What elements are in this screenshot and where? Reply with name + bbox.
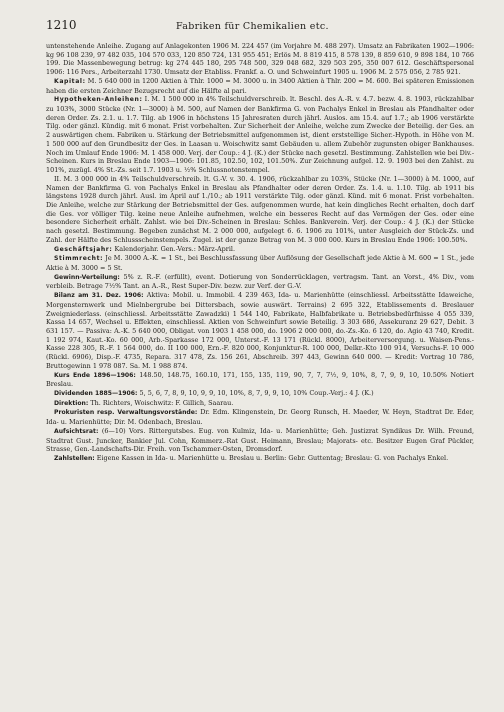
section-heading: Hypotheken-Anleihen: xyxy=(54,96,143,104)
paragraph: Aufsichtsrat: (6—10) Vors. Rittergutsbes. Eug. von Kulmiz, Ida- u. Marienhütte; Geh. Justizrat Syndikus Dr. Wilh. Freund, Stadtrat Gust. Juncker, Bankier Jul. Cohn, Kommerz.-Rat Gust. Heimann, Breslau; Majorats- etc. Besitzer Eugen Graf Pückler, Strasse, Gen.-Landschafts-Dir. Freih. von Tschammer-Osten, Dromsdorf. xyxy=(46,426,475,454)
paragraph: Hypotheken-Anleihen: I. M. 1 500 000 in 4% Teilschuldverschreib. lt. Beschl. des A.-R. v. 4.7. bezw. 4. 8. 1903, rückzahlbar zu 103%, 3000 Stücke (Nr. 1—3000) à M. 500, auf Namen der Bankfirma G. von Pachalys Enkel in Breslau als Pfandhalter oder deren Order. Zs. 2.1. u. 1.7. Tilg. ab 1906 in höchstens 15 Jahresraten durch jährl. Auslos. am 15.4. auf 1.7.; ab 1906 verstärkte Tilg. oder gänzl. Kündig. mit 6 monat. Frist vorbehalten. Zur Sicherheit der Anleihe, welche zum Zwecke der Beteilig. der Ges. an 2 auswärtigen chem. Fabriken u. Stärkung der Betriebsmittel aufgenommen ist, dient erststellige Sicher.-Hypoth. in Höhe von M. 1 500 000 auf den Grundbesitz der Ges. in Laasan u. Woischwitz samt Gebäuden u. allem Zubehör zugunsten obiger Bankhauses. Noch im Umlauf Ende 1906: M. 1 458 000. Verj. der Coup.: 4 J. (K.) der Stücke nach gesetzl. Bestimmung. Zahlstellen wie bei Div.-Scheinen. Kurs in Breslau Ende 1903—1906: 101.85, 102.50, 102, 101.50%. Zur Zeichnung aufgel. 12. 9. 1903 bei den Zahlst. zu 101%, zuzügl. 4% St.-Zs. seit 1.7. 1903 u. ½% Schlussnotenstempel. xyxy=(46,95,475,175)
paragraph: Stimmrecht: Je M. 3000 A.-K. = 1 St., bei Beschlussfassung über Auflösung der Gesellschaft jede Aktie à M. 600 = 1 St., jede Aktie à M. 3000 = 5 St. xyxy=(46,254,475,272)
paragraph: Geschäftsjahr: Kalenderjahr. Gen.-Vers.: März-April. xyxy=(54,244,236,253)
page-header xyxy=(46,18,474,36)
section-heading: Geschäftsjahr: xyxy=(54,245,113,253)
section-heading: Prokuristen resp. Verwaltungsvorstände: xyxy=(54,409,198,417)
section-heading: Kurs Ende 1896—1906: xyxy=(54,371,136,379)
page-number: 1210 xyxy=(46,18,77,32)
paragraph: Direktion: Th. Richters, Woischwitz: F. Gillich, Saarau. xyxy=(54,398,234,407)
paragraph: Gewinn-Verteilung: 5% z. R.-F. (erfüllt), event. Dotierung von Sonderrücklagen, vertragsm. Tant. an Vorst., 4% Div., vom verbleib. Betrage 7½% Tant. an A.-R., Rest Super-Div. bezw. zur Verf. der G.-V. xyxy=(46,272,475,291)
section-heading: Dividenden 1885—1906: xyxy=(54,390,138,398)
section-heading: Direktion: xyxy=(54,399,89,407)
section-heading: Zahlstellen: xyxy=(54,455,95,463)
paragraph: untenstehende Anleihe. Zugang auf Anlagekonten 1906 M. 224 457 (im Vorjahre M. 488 297). Umsatz an Fabrikaten 1902—1906: kg 96 108 239, 97 482 035, 104 570 033, 120 850 724, 131 955 451; Erlös M. 8 819 415, 8 578 139, 8 859 610, 9 898 184, 10 766 199. Die Massenbewegung betrug: kg 274 445 180, 295 748 500, 329 048 682, 329 503 295, 350 007 612. Geschäftspersonal 1906: 116 Pers., Arbeiterzahl 1730. Umsatz der Etabliss. Frankf. a. O. und Schweinfurt 1905 u. 1906 M. 2 575 056, 2 785 921. xyxy=(46,42,474,77)
paragraph: II. M. 3 000 000 in 4% Teilschuldverschreib. lt. G.-V. v. 30. 4. 1906, rückzahlbar zu 103%, Stücke (Nr. 1—3000) à M. 1000, auf Namen der Bankfirma G. von Pachalys Enkel in Breslau als Pfandhalter oder deren Order. Zs. 1.4. u. 1.10. Tilg. ab 1911 bis längstens 1928 durch jährl. Ausl. im April auf 1./10.; ab 1911 verstärkte Tilg. oder gänzl. Künd. mit 6 monat. Frist vorbehalten. Die Anleihe, welche zur Stärkung der Betriebsmittel der Ges. aufgenommen wurde, hat kein dingliches Recht erhalten, doch darf die Ges. vor völliger Tilg. keine neue Anleihe aufnehmen, welche ein besseres Recht auf das Vermögen der Ges. oder eine besondere Sicherheit erhält. Zahlst. wie bei Div.-Scheinen in Breslau: Schles. Bankverein. Verj. der Coup.: 4 J. (K.) der Stücke nach gesetzl. Bestimmung. Begeben zunächst M. 2 000 000, aufgelegt 6. 6. 1906 zu 101%, unter Ausgleich der Stück-Zs. und Zahl. der Hälfte des Schlussscheinstempels. Zugel. ist der ganze Betrag von M. 3 000 000. Kurs in Breslau Ende 1906: 100.50%. xyxy=(46,174,474,244)
paragraph: Kurs Ende 1896—1906: 148.50, 148.75, 160.10, 171, 155, 135, 119, 90, 7, 7, 7½, 9, 10%, 8, 7, 9, 9, 10, 10.50% Notiert Breslau. xyxy=(46,370,475,389)
section-heading: Stimmrecht: xyxy=(54,255,104,263)
section-heading: Aufsichtsrat: xyxy=(54,427,99,435)
paragraph: Kapital: M. 5 640 000 in 1200 Aktien à Thlr. 1000 = M. 3000 u. in 3400 Aktien à Thlr. 200 = M. 600. Bei späteren Emissionen haben die ersten Zeichner Bezugsrecht auf die Hälfte al pari. xyxy=(46,76,474,95)
paragraph: Zahlstellen: Eigene Kassen in Ida- u. Marienhütte u. Breslau u. Berlin: Gebr. Guttentag; Breslau: G. von Pachalys Enkel. xyxy=(54,454,449,463)
section-heading: Gewinn-Verteilung: xyxy=(54,273,120,281)
section-heading: Bilanz am 31. Dez. 1906: xyxy=(54,292,144,300)
paragraph: Prokuristen resp. Verwaltungsvorstände: Dr. Edm. Klingenstein, Dr. Georg Runsch, H. Maeder, W. Heyn, Stadtrat Dr. Eder, Ida- u. Marienhütte; Dir. M. Odenbach, Breslau. xyxy=(46,408,475,427)
paragraph: Bilanz am 31. Dez. 1906: Aktiva: Mobil. u. Immobil. 4 239 463, Ida- u. Marienhütte (einschliessl. Arbeitsstätte Idaweiche, Morgensternwerk und Mielnbergrube bei Dittersbach, sowie auswärt. Terrains) 2 695 322, Etablissements d. Breslauer Zweigniederlass. (einschliessl. Arbeitsstätte Zawadzki) 1 544 140, Fabrikate, Halbfabrikate u. Betriebsbedürfnisse 4 055 339, Kassa 14 657, Wechsel u. Effekten, einschliessl. Aktien von Schweinfurt sowie Beteilig. 3 303 686, Assekuranz 29 627, Debit. 3 631 157. — Passiva: A.-K. 5 640 000, Obligat. von 1903 1 458 000, do. 1906 2 000 000, do.-Zs.-Ko. 6 120, do. Agio 43 740, Kredit. 1 192 974, Kaut.-Ko. 60 000, Arb.-Sparkasse 172 000, Unterst.-F. 13 171 (Rückl. 8000), Arbeiterversorgung. u. Waisen-Pens.-Kasse 228 305, R.-F. 1 564 000, do. II 100 000, Ern.-F. 820 000, Konjunktur-R. 100 000, Delkr.-Kto 100 914, Versuchs-F. 10 000 (Rückl. 6906), Disp.-F. 4735, Repara. 317 478, Zs. 156 261, Abschreib. 397 443, Gewinn 640 000. — Kredit: Vortrag 10 786, Bruttogewinn 1 978 087. Sa. M. 1 988 874. xyxy=(46,291,474,370)
running-title: Fabriken für Chemikalien etc. xyxy=(176,21,329,32)
section-heading: Kapital: xyxy=(54,77,86,85)
body-text xyxy=(46,42,474,464)
paragraph: Dividenden 1885—1906: 5, 5, 6, 7, 8, 9, 10, 9, 9, 10, 10%, 8, 7, 9, 9, 10, 10% Coup.-Verj.: 4 J. (K.) xyxy=(54,389,374,398)
